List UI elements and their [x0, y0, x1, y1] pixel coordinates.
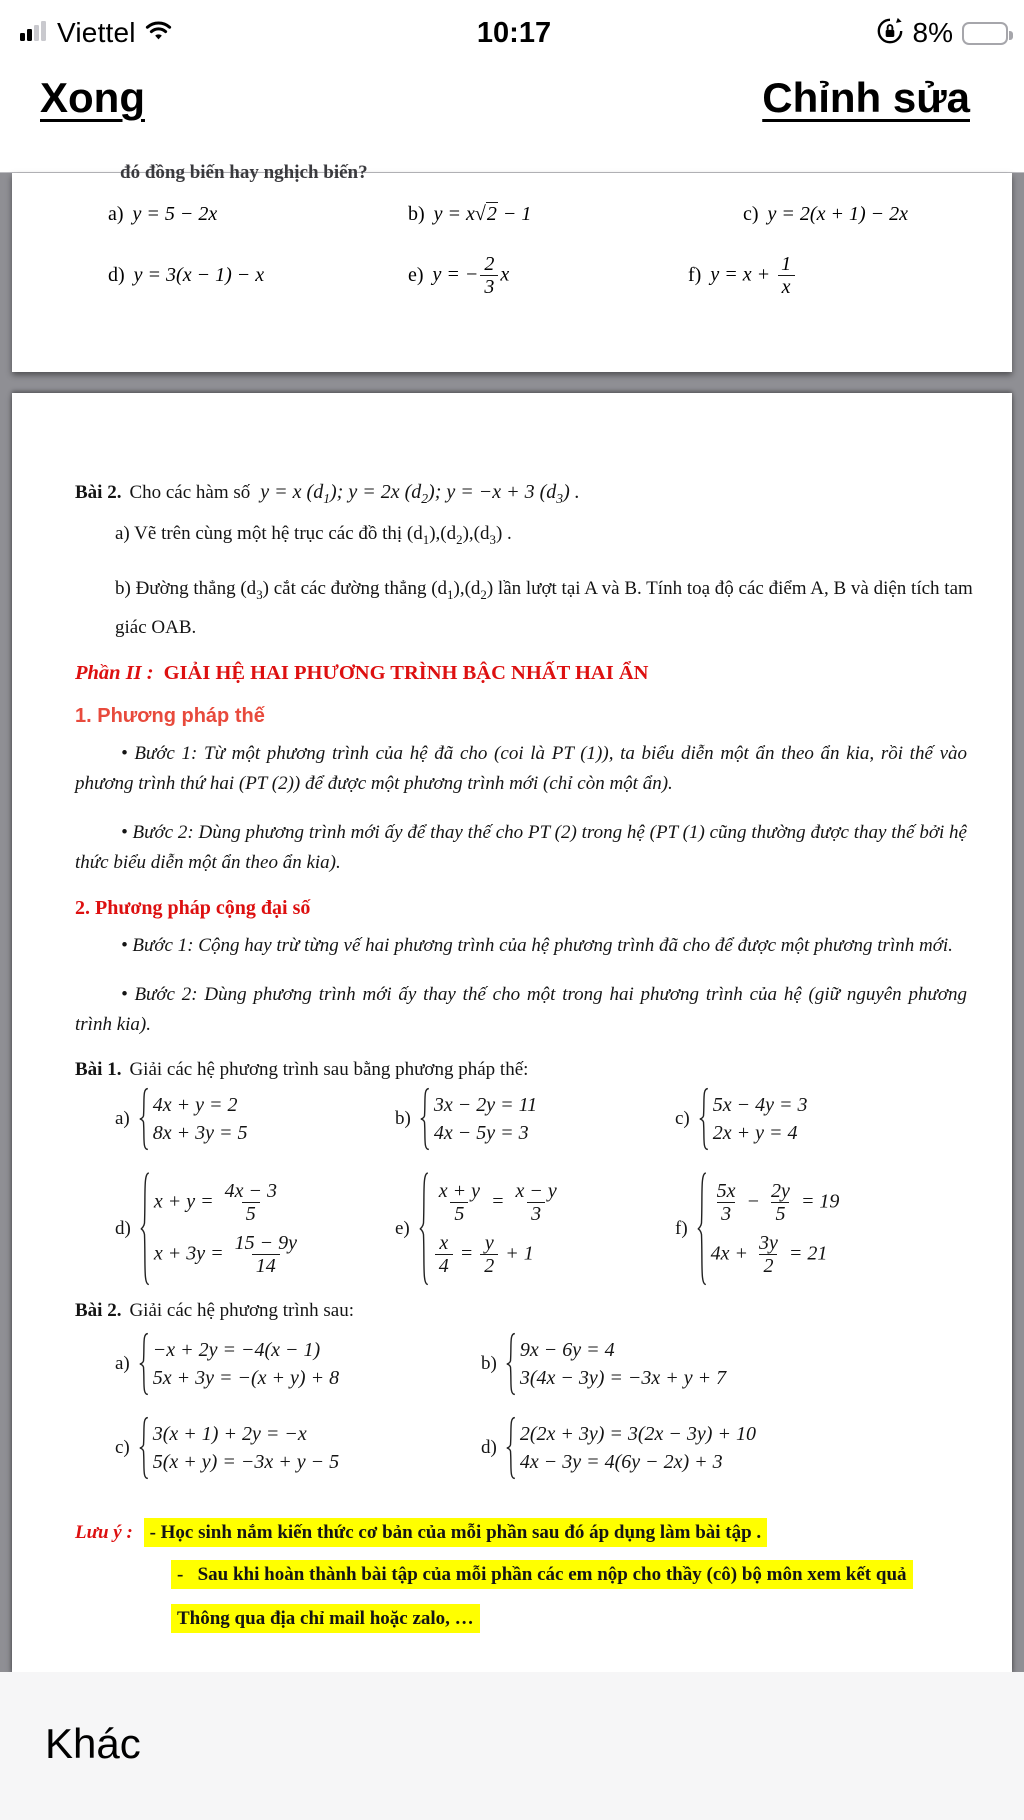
equation-f: f) y = x + $\frac{1}{x}$ — [688, 252, 797, 300]
highlighted-text: Thông qua địa chỉ mail hoặc zalo, … — [171, 1604, 480, 1633]
system-1c: c) 5x − 4y = 3 2x + y = 4 — [675, 1091, 955, 1147]
bai2-systems-row-2 — [115, 1420, 967, 1476]
system-1f: f) $\frac{5x}{3}$ − $\frac{2y}{5}$ = 19 4x + $\frac{3y}{2}$ = 21 — [675, 1175, 955, 1283]
system-1a: a) 4x + y = 2 8x + 3y = 5 — [115, 1091, 395, 1147]
method-1-step-2: • Bước 2: Dùng phương trình mới ấy để thay thế cho PT (2) trong hệ (PT (1) cũng thường được thay thế bởi hệ thức biểu diễn một ẩn theo ẩn kia). — [75, 821, 967, 873]
done-button[interactable]: Xong — [40, 74, 145, 121]
note-block — [75, 1522, 967, 1630]
page-2 — [12, 393, 1012, 1673]
status-bar — [0, 0, 1024, 58]
method-2-step-2: • Bước 2: Dùng phương trình mới ấy thay thế cho một trong hai phương trình của hệ (giữ nguyên phương trình kia). — [75, 983, 967, 1035]
equation-a: a) y = 5 − 2x — [108, 203, 218, 225]
truncated-line: đó đồng biến hay nghịch biến? — [120, 162, 368, 183]
equation-row-1 — [108, 203, 1012, 226]
method-1-step-1: • Bước 1: Từ một phương trình của hệ đã cho (coi là PT (1)), ta biểu diễn một ẩn theo ẩn kia, rồi thế vào phương trình thứ hai (PT (2)) để được một phương trình mới (chỉ còn một ẩn). — [75, 742, 967, 794]
method-1-title: 1. Phương pháp thế — [75, 704, 265, 727]
clock-label: 10:17 — [476, 16, 552, 49]
exercise-2-item-b: b) Đường thẳng $(d_3)$ cắt các đường thẳng $(d_1),(d_2)$ lần lượt tại A và B. Tính toạ độ các điểm A, B và diện tích tam giác OAB. — [115, 577, 973, 638]
note-line-3 — [171, 1608, 967, 1630]
bai1-systems-row-2 — [115, 1175, 967, 1283]
equation-c: c) y = 2(x + 1) − 2x — [743, 203, 908, 225]
battery-percent-label: 8% — [912, 17, 953, 48]
bai1-systems-row-1 — [115, 1091, 967, 1147]
note-line-1: Lưu ý : - Học sinh nắm kiến thức cơ bản của mỗi phần sau đó áp dụng làm bài tập . — [75, 1522, 967, 1544]
method-2-title: 2. Phương pháp cộng đại số — [75, 896, 311, 919]
method-2-step-1: • Bước 1: Cộng hay trừ từng vế hai phương trình của hệ phương trình đã cho để được một phương trình mới. — [121, 934, 953, 956]
equation-d: d) y = 3(x − 1) − x — [108, 264, 265, 287]
note-line-2 — [171, 1564, 967, 1586]
exercise-2-functions-title: Bài 2. Cho các hàm số y = x $(d_1)$; y = 2x $(d_2)$; y = −x + 3 $(d_3)$ . — [75, 481, 580, 506]
bai2-systems-row-1 — [115, 1336, 967, 1392]
document-scroll-area[interactable] — [0, 162, 1024, 1673]
preview-toolbar — [0, 58, 1024, 122]
system-1d: d) x + y = $\frac{4x - 3}{5}$ x + 3y = $\frac{15 - 9y}{14}$ — [115, 1175, 395, 1283]
highlighted-text: - Sau khi hoàn thành bài tập của mỗi phần các em nộp cho thầy (cô) bộ môn xem kết quả — [171, 1560, 913, 1589]
system-2d: d) 2(2x + 3y) = 3(2x − 3y) + 10 4x − 3y = 4(6y − 2x) + 3 — [481, 1420, 847, 1476]
exercise-1-systems-title: Bài 1. Giải các hệ phương trình sau bằng phương pháp thế: — [75, 1058, 529, 1080]
system-1b: b) 3x − 2y = 11 4x − 5y = 3 — [395, 1091, 675, 1147]
part-2-heading: Phần II : GIẢI HỆ HAI PHƯƠNG TRÌNH BẬC NHẤT HAI ẨN — [75, 661, 649, 684]
system-1e: e) $\frac{x + y}{5}$ = $\frac{x - y}{3}$ $\frac{x}{4}$ = $\frac{y}{2}$ + 1 — [395, 1175, 675, 1283]
battery-cap — [1009, 31, 1013, 40]
exercise-2-systems-title: Bài 2. Giải các hệ phương trình sau: — [75, 1300, 354, 1322]
carrier-label: Viettel — [57, 17, 136, 48]
battery-icon — [962, 22, 1008, 45]
equation-row-2 — [108, 252, 1012, 300]
signal-strength-icon — [20, 21, 48, 46]
system-2a: a) −x + 2y = −4(x − 1) 5x + 3y = −(x + y) + 8 — [115, 1336, 481, 1392]
other-button[interactable]: Khác — [45, 1720, 141, 1767]
equation-e: e) y = − $\frac{2}{3}$ x — [408, 253, 510, 299]
highlighted-text: - Học sinh nắm kiến thức cơ bản của mỗi phần sau đó áp dụng làm bài tập . — [144, 1518, 768, 1547]
wifi-icon — [145, 21, 172, 46]
exercise-2-item-a: a) Vẽ trên cùng một hệ trục các đồ thị $(d_1),(d_2),(d_3)$ . — [115, 523, 512, 547]
bottom-bar — [0, 1672, 1024, 1820]
page-1 — [12, 162, 1012, 372]
edit-button[interactable]: Chỉnh sửa — [762, 74, 970, 121]
system-2b: b) 9x − 6y = 4 3(4x − 3y) = −3x + y + 7 — [481, 1336, 847, 1392]
system-2c: c) 3(x + 1) + 2y = −x 5(x + y) = −3x + y − 5 — [115, 1420, 481, 1476]
equation-b: b) y = x√2 − 1 — [408, 203, 532, 225]
orientation-lock-icon — [876, 17, 904, 50]
